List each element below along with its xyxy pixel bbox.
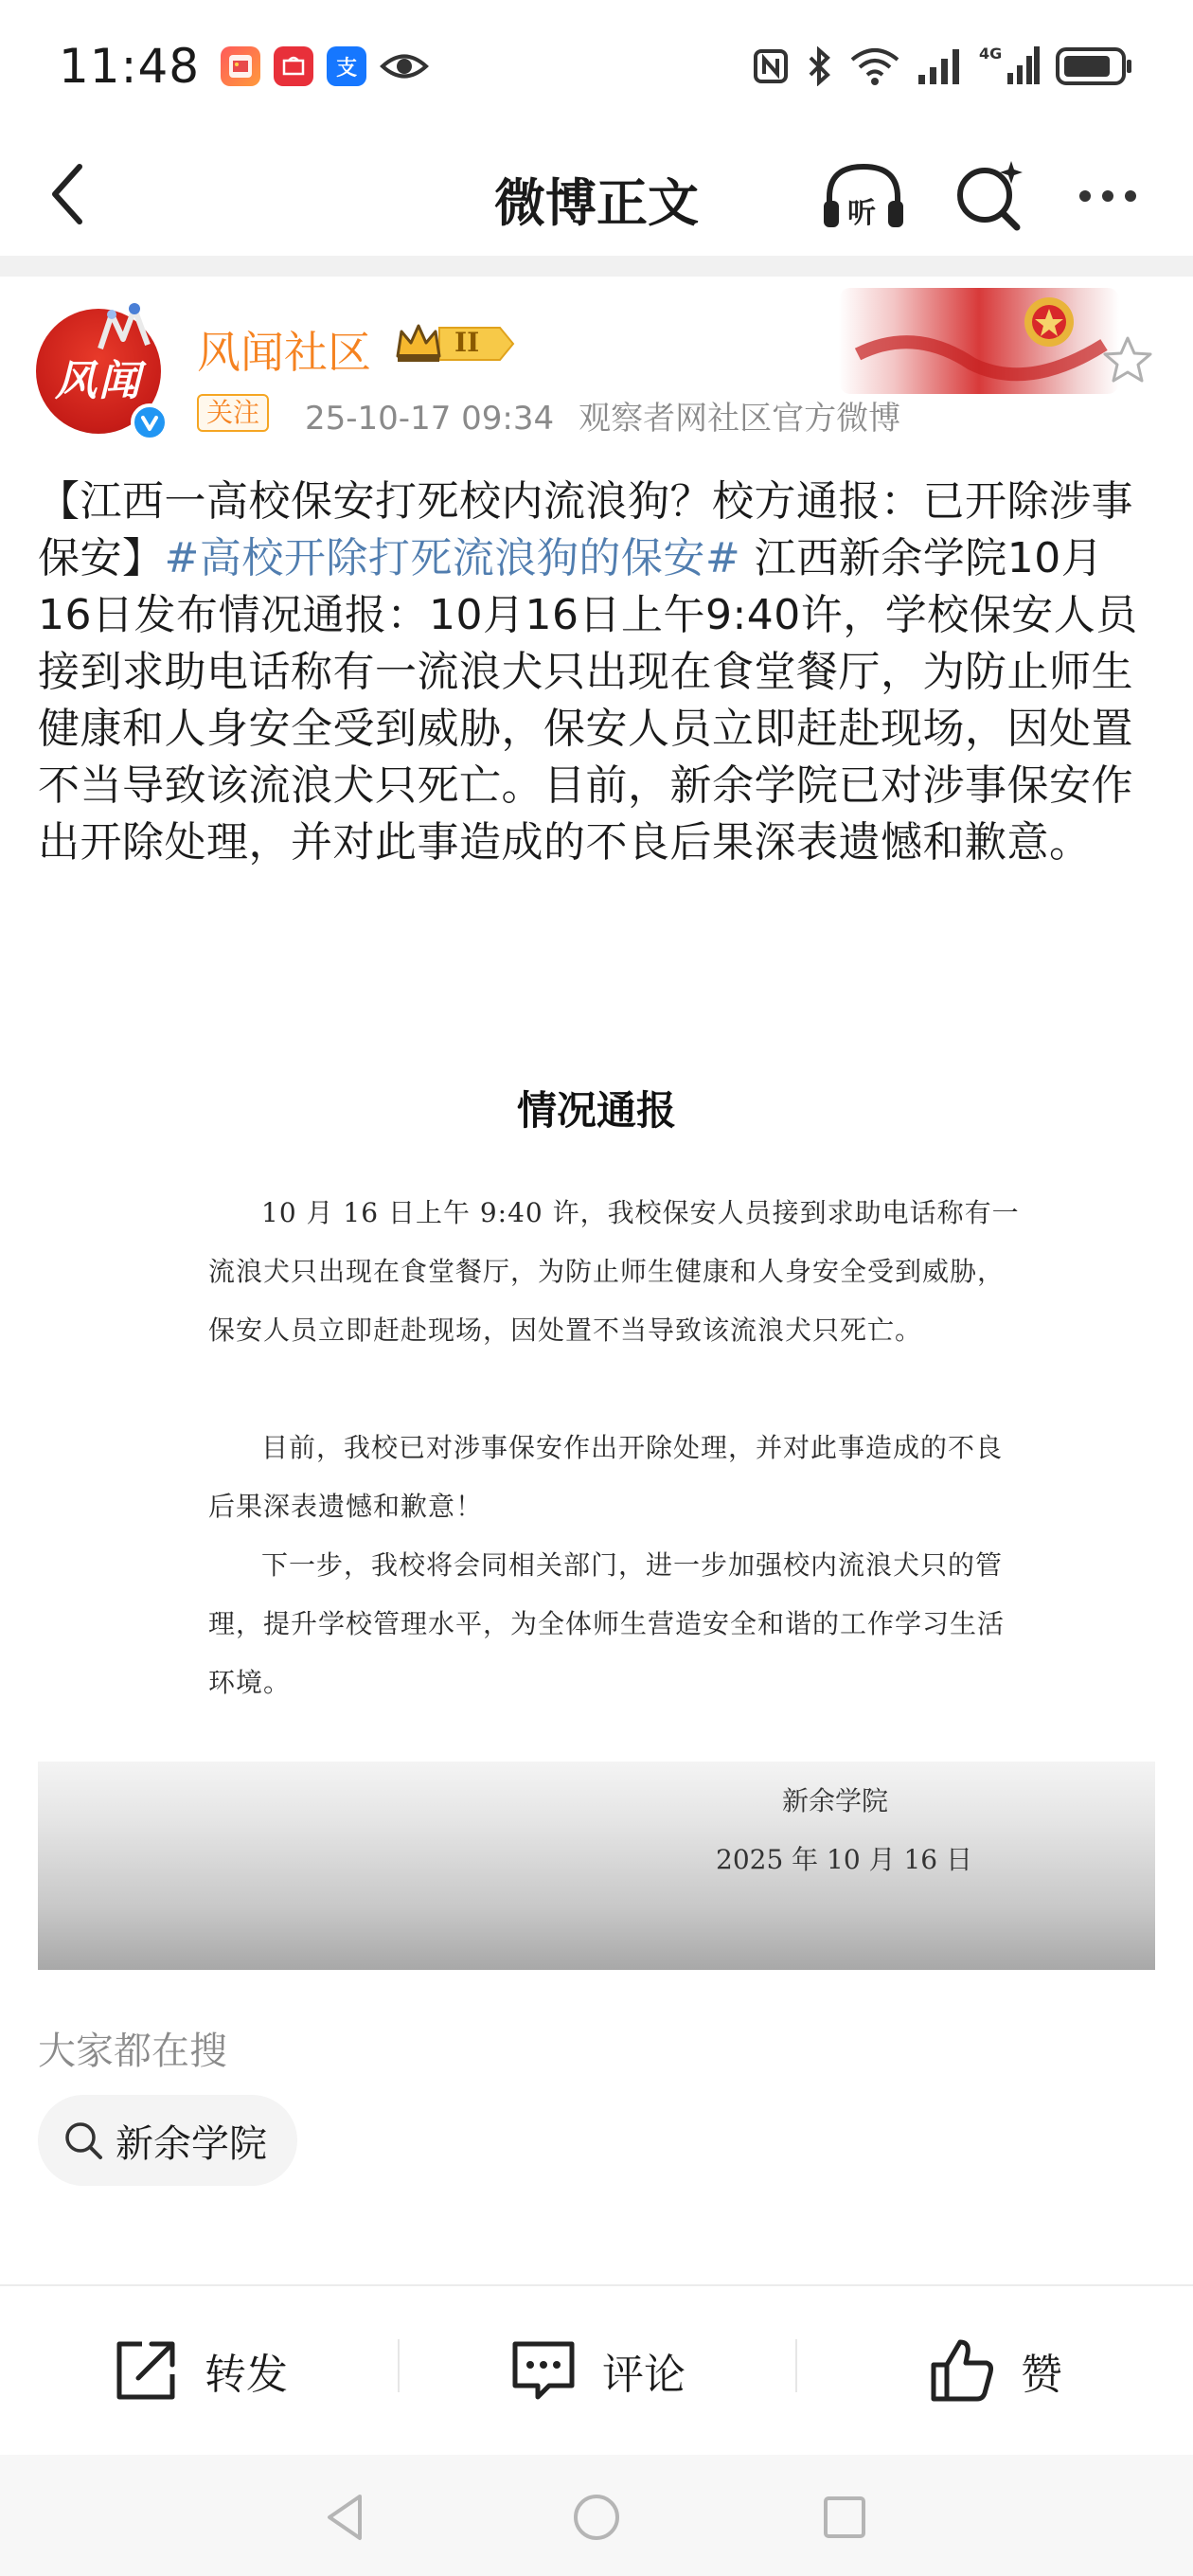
share-arrow-icon bbox=[110, 2334, 182, 2406]
post-content bbox=[38, 474, 1155, 871]
author-name[interactable]: 风闻社区 bbox=[197, 327, 371, 378]
picture-app-icon bbox=[221, 46, 260, 86]
more-dot-icon bbox=[1079, 190, 1091, 202]
thumbs-up-icon bbox=[926, 2334, 998, 2406]
network-type-label: 4G bbox=[979, 45, 1003, 63]
notice-signature: 新余学院 bbox=[782, 1785, 889, 1816]
repost-button[interactable] bbox=[0, 2286, 398, 2455]
like-button[interactable] bbox=[795, 2286, 1193, 2455]
recent-apps-square-icon[interactable] bbox=[816, 2489, 873, 2546]
back-triangle-icon[interactable] bbox=[318, 2489, 375, 2546]
avatar-text: 风闻 bbox=[55, 357, 142, 405]
post-hashtag-link[interactable]: #高校开除打死流浪狗的保安# bbox=[164, 534, 741, 582]
notice-paragraph-2: 目前，我校已对涉事保安作出开除处理，并对此事造成的不良后果深表遗憾和歉意！ bbox=[208, 1432, 1004, 1522]
notice-title: 情况通报 bbox=[516, 1087, 676, 1134]
comment-bubble-icon bbox=[507, 2334, 579, 2406]
huawei-app-icon bbox=[274, 46, 313, 86]
post-image-notice[interactable] bbox=[38, 1032, 1155, 1970]
notice-paragraph-1: 10 月 16 日上午 9:40 许，我校保安人员接到求助电话称有一流浪犬只出现在食堂餐厅，为防止师生健康和人身安全受到威胁，保安人员立即赶赴现场，因处置不当导致该流浪犬只死亡。 bbox=[208, 1197, 1020, 1346]
listen-button[interactable] bbox=[820, 159, 907, 233]
post-text-body: 江西新余学院10月16日发布情况通报：10月16日上午9:40许，学校保安人员接到求助电话称有一流浪犬只出现在食堂餐厅，为防止师生健康和人身安全受到威胁，保安人员立即赶赴现场，因处置不当导致该流浪犬只死亡。目前，新余学院已对涉事保安作出开除处理，并对此事造成的不良后果深表遗憾和歉意。 bbox=[38, 534, 1138, 867]
notice-paragraph-3: 下一步，我校将会同相关部门，进一步加强校内流浪犬只的管理，提升学校管理水平，为全体师生营造安全和谐的工作学习生活环境。 bbox=[208, 1549, 1006, 1698]
image-fade-overlay bbox=[38, 1762, 1155, 1970]
post-text-headline: 【江西一高校保安打死校内流浪狗？校方通报：已开除涉事保安】 bbox=[38, 477, 1133, 582]
trending-search-label: 新余学院 bbox=[116, 2121, 267, 2166]
more-options-button[interactable] bbox=[1070, 163, 1146, 229]
more-dot-icon bbox=[1102, 190, 1113, 202]
listen-label: 听 bbox=[847, 197, 876, 230]
post-timestamp: 25-10-17 09:34 bbox=[305, 400, 555, 438]
section-divider bbox=[0, 256, 1193, 277]
notice-date: 2025 年 10 月 16 日 bbox=[716, 1844, 973, 1875]
author-avatar[interactable] bbox=[36, 309, 161, 434]
home-circle-icon[interactable] bbox=[568, 2489, 625, 2546]
trending-search-heading: 大家都在搜 bbox=[38, 2030, 227, 2073]
verified-badge-icon bbox=[131, 403, 169, 441]
member-level-text: II bbox=[454, 327, 480, 358]
author-header bbox=[0, 277, 1193, 447]
favorite-star-icon[interactable] bbox=[1100, 333, 1155, 388]
signal-icon-4g bbox=[979, 45, 1040, 88]
national-emblem-banner-icon bbox=[839, 288, 1119, 394]
trending-search-chip[interactable] bbox=[38, 2095, 297, 2186]
status-system-icons bbox=[752, 45, 1134, 88]
post-action-bar bbox=[0, 2284, 1193, 2455]
signal-icon-sim1 bbox=[917, 46, 964, 86]
follow-button[interactable]: 关注 bbox=[197, 394, 269, 432]
wifi-icon bbox=[848, 46, 901, 86]
post-source: 观察者网社区官方微博 bbox=[579, 400, 901, 438]
bluetooth-icon bbox=[805, 46, 833, 86]
search-icon bbox=[62, 2120, 104, 2161]
nfc-icon bbox=[752, 47, 790, 85]
comment-label: 评论 bbox=[602, 2351, 686, 2399]
post-meta bbox=[305, 392, 900, 438]
status-time: 11:48 bbox=[59, 39, 201, 94]
status-notification-icons bbox=[221, 46, 429, 86]
repost-label: 转发 bbox=[205, 2351, 288, 2399]
battery-icon bbox=[1055, 45, 1134, 87]
eye-icon bbox=[380, 46, 429, 86]
like-label: 赞 bbox=[1021, 2351, 1062, 2399]
member-level-badge bbox=[394, 322, 515, 366]
top-navigation-bar bbox=[0, 133, 1193, 258]
alipay-app-icon: 支 bbox=[327, 46, 366, 86]
search-sparkle-icon bbox=[951, 157, 1026, 233]
decorative-banner bbox=[839, 288, 1119, 394]
more-dot-icon bbox=[1125, 190, 1136, 202]
status-bar bbox=[0, 0, 1193, 133]
system-navigation-bar bbox=[0, 2455, 1193, 2576]
comment-button[interactable] bbox=[398, 2286, 795, 2455]
search-button[interactable] bbox=[951, 157, 1026, 233]
page-title: 微博正文 bbox=[494, 173, 699, 233]
